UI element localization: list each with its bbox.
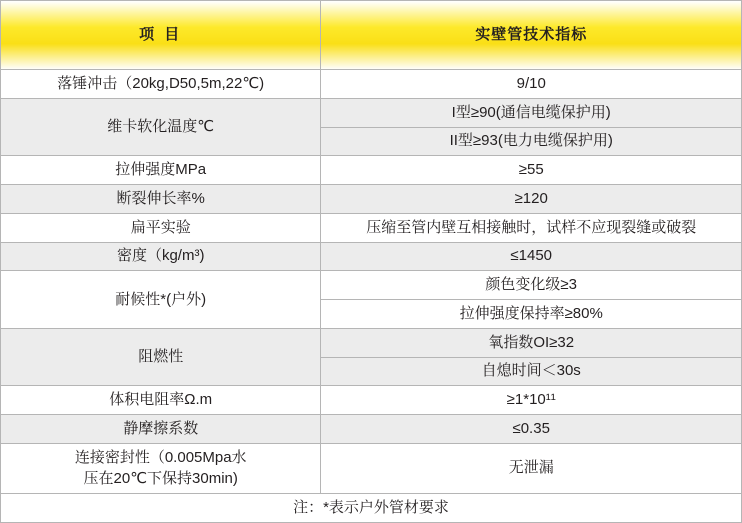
row-value: 拉伸强度保持率≥80% xyxy=(321,300,742,329)
row-value: 颜色变化级≥3 xyxy=(321,271,742,300)
row-value: 9/10 xyxy=(321,70,742,99)
row-value: 无泄漏 xyxy=(321,443,742,493)
table-row xyxy=(1,415,742,444)
header-spec: 实壁管技术指标 xyxy=(321,1,742,70)
row-value: ≤1450 xyxy=(321,242,742,271)
table-row xyxy=(1,98,742,127)
row-label: 连接密封性（0.005Mpa水 压在20℃下保持30min) xyxy=(1,443,321,493)
row-value: II型≥93(电力电缆保护用) xyxy=(321,127,742,156)
row-label: 扁平实验 xyxy=(1,213,321,242)
table-row xyxy=(1,242,742,271)
row-value: ≥1*10¹¹ xyxy=(321,386,742,415)
table-row xyxy=(1,156,742,185)
row-label: 密度（kg/m³) xyxy=(1,242,321,271)
table-row xyxy=(1,271,742,300)
table-row xyxy=(1,328,742,357)
table-row xyxy=(1,70,742,99)
row-value: ≤0.35 xyxy=(321,415,742,444)
table-note-row xyxy=(1,494,742,523)
row-value: 氧指数OI≥32 xyxy=(321,328,742,357)
row-value: I型≥90(通信电缆保护用) xyxy=(321,98,742,127)
table-note: 注：*表示户外管材要求 xyxy=(1,494,742,523)
row-value: 自熄时间＜30s xyxy=(321,357,742,386)
row-label: 维卡软化温度℃ xyxy=(1,98,321,156)
header-item: 项 目 xyxy=(1,1,321,70)
row-label: 拉伸强度MPa xyxy=(1,156,321,185)
table-row xyxy=(1,443,742,493)
row-label: 落锤冲击（20kg,D50,5m,22℃) xyxy=(1,70,321,99)
row-value: ≥120 xyxy=(321,185,742,214)
row-label: 耐候性*(户外) xyxy=(1,271,321,329)
row-label: 阻燃性 xyxy=(1,328,321,386)
row-label: 断裂伸长率% xyxy=(1,185,321,214)
row-label: 体积电阻率Ω.m xyxy=(1,386,321,415)
row-label: 静摩擦系数 xyxy=(1,415,321,444)
table-row xyxy=(1,213,742,242)
row-value: ≥55 xyxy=(321,156,742,185)
table-header-row xyxy=(1,1,742,70)
table-row xyxy=(1,386,742,415)
table-row xyxy=(1,185,742,214)
row-value: 压缩至管内壁互相接触时，试样不应现裂缝或破裂 xyxy=(321,213,742,242)
